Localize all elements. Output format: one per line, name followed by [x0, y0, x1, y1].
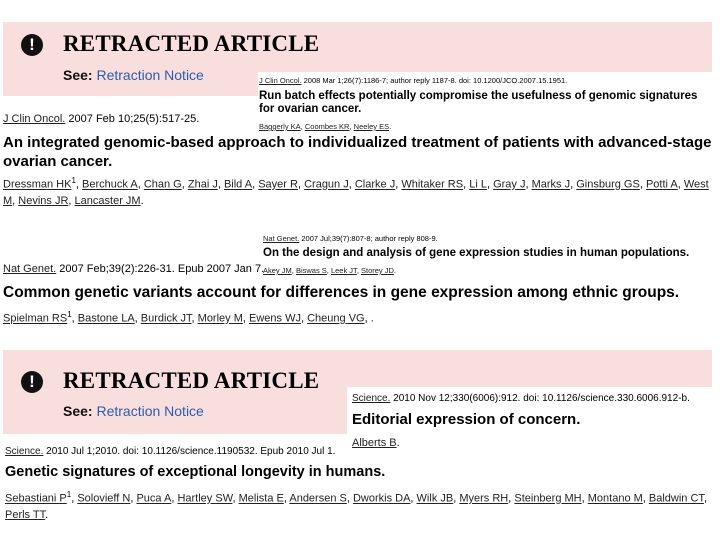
author-link[interactable]: Whitaker RS: [401, 178, 464, 191]
author-link[interactable]: Baldwin CT: [648, 492, 704, 505]
author-link[interactable]: Zhai J: [187, 178, 218, 191]
article1-journal-link[interactable]: J Clin Oncol.: [3, 113, 66, 125]
retracted-banner-1-ext: [258, 22, 712, 72]
author-link[interactable]: Dressman HK: [3, 178, 72, 191]
comment1-citation: [259, 76, 567, 85]
retracted-banner-2-ext: [347, 350, 712, 387]
comment2-authors: Akey JM, Biswas S, Leek JT, Storey JD.: [263, 266, 397, 275]
see-label: See:: [63, 403, 93, 419]
article3-citation-text: 2010 Jul 1;2010. doi: 10.1126/science.1190532. Epub 2010 Jul 1.: [46, 446, 336, 457]
article2-title[interactable]: Common genetic variants account for differences in gene expression among ethnic groups.: [3, 284, 680, 301]
author-link[interactable]: Cragun J: [304, 178, 349, 191]
retracted-article-heading: RETRACTED ARTICLE: [63, 368, 320, 393]
article1-citation-text: 2007 Feb 10;25(5):517-25.: [68, 113, 200, 125]
author-link[interactable]: Bild A: [223, 178, 253, 191]
author-link[interactable]: Morley M: [197, 312, 243, 325]
affiliation-sup: 1: [71, 176, 76, 185]
author-link[interactable]: Puca A: [136, 492, 172, 505]
comment3-authors: Alberts B.: [352, 437, 400, 449]
author-link[interactable]: Ewens WJ: [249, 312, 301, 325]
comment2-citation: [263, 234, 438, 243]
retraction-notice-link[interactable]: Retraction Notice: [96, 403, 204, 419]
author-link[interactable]: Neeley ES: [353, 122, 390, 131]
comment3-title[interactable]: Editorial expression of concern.: [352, 411, 581, 428]
author-link[interactable]: West M: [3, 178, 709, 207]
retracted-article-heading: RETRACTED ARTICLE: [63, 31, 320, 56]
article2-citation-text: 2007 Feb;39(2):226-31. Epub 2007 Jan 7.: [59, 263, 265, 275]
author-link[interactable]: Storey JD: [360, 266, 394, 275]
author-link[interactable]: Berchuck A: [82, 178, 138, 191]
author-link[interactable]: Hartley SW: [177, 492, 233, 505]
exclamation-icon: !: [21, 371, 43, 393]
author-link[interactable]: Sayer R: [258, 178, 298, 191]
article3-citation: [5, 446, 335, 457]
author-link[interactable]: Baggerly KA: [259, 122, 301, 131]
affiliation-sup: 1: [67, 310, 72, 319]
retraction-see-line: [63, 67, 204, 83]
article2-authors: Spielman $RS^1$, Bastone LA, Burdick JT, Morley M, Ewens WJ, Cheung VG, .: [3, 310, 374, 325]
author-link[interactable]: Solovieff N: [77, 492, 131, 505]
author-link[interactable]: Akey JM: [263, 266, 292, 275]
author-link[interactable]: Clarke J: [354, 178, 396, 191]
comment1-title[interactable]: Run batch effects potentially compromise the usefulness of genomic signatures for ovarian cancer.: [259, 90, 698, 115]
see-label: See:: [63, 67, 93, 83]
article3-authors: Sebastiani $P^1$, Solovieff N, Puca A, Hartley SW, Melista E, Andersen S, Dworkis DA, Wilk JB, Myers RH, Steinberg MH, Montano M, Baldwin CT, Perls TT.: [5, 490, 707, 521]
author-link[interactable]: Myers RH: [459, 492, 509, 505]
comment2-citation-text: 2007 Jul;39(7):807-8; author reply 808-9.: [301, 234, 438, 243]
author-link[interactable]: Chan G: [143, 178, 182, 191]
comment2-journal-link[interactable]: Nat Genet.: [263, 234, 300, 243]
author-link[interactable]: Ginsburg GS: [576, 178, 640, 191]
author-link[interactable]: Burdick JT: [140, 312, 192, 325]
author-link[interactable]: Steinberg MH: [514, 492, 582, 505]
author-link[interactable]: Dworkis DA: [352, 492, 411, 505]
article2-journal-link[interactable]: Nat Genet.: [3, 263, 57, 275]
author-link[interactable]: Bastone LA: [77, 312, 135, 325]
author-link[interactable]: Potti A: [645, 178, 678, 191]
author-link[interactable]: Spielman RS: [3, 312, 68, 325]
author-link[interactable]: Leek JT: [330, 266, 357, 275]
author-link[interactable]: Montano M: [587, 492, 643, 505]
author-link[interactable]: Melista E: [238, 492, 284, 505]
author-link[interactable]: Coombes KR: [304, 122, 350, 131]
author-link[interactable]: Lancaster JM: [74, 194, 141, 207]
author-link[interactable]: Wilk JB: [416, 492, 454, 505]
affiliation-sup: 1: [66, 490, 72, 499]
author-link[interactable]: Biswas S: [295, 266, 327, 275]
comment2-title[interactable]: On the design and analysis of gene expression studies in human populations.: [263, 247, 690, 259]
comment1-authors: Baggerly KA, Coombes KR, Neeley ES.: [259, 122, 392, 131]
article1-title[interactable]: An integrated genomic-based approach to individualized treatment of patients with advanced-stage ovarian cancer.: [3, 134, 712, 170]
article1-citation: [3, 113, 199, 125]
author-link[interactable]: Alberts B: [352, 437, 397, 449]
retraction-notice-link[interactable]: Retraction Notice: [96, 67, 204, 83]
author-link[interactable]: Sebastiani P: [5, 492, 67, 505]
comment3-journal-link[interactable]: Science.: [352, 393, 391, 404]
exclamation-icon: !: [21, 34, 43, 56]
comment3-citation-text: 2010 Nov 12;330(6006):912. doi: 10.1126/science.330.6006.912-b.: [393, 393, 690, 404]
retraction-see-line: [63, 403, 204, 419]
author-link[interactable]: Li L: [469, 178, 487, 191]
article2-citation: [3, 263, 264, 275]
comment1-journal-link[interactable]: J Clin Oncol.: [259, 76, 302, 85]
comment3-citation: [352, 393, 690, 404]
author-link[interactable]: Gray J: [493, 178, 526, 191]
article1-authors: Dressman $HK^1$, Berchuck A, Chan G, Zhai J, Bild A, Sayer R, Cragun J, Clarke J, Whitaker RS, Li L, Gray J, Marks J, Ginsburg GS, Potti A, West M, Nevins JR, Lancaster JM.: [3, 176, 709, 207]
author-link[interactable]: Cheung VG: [307, 312, 365, 325]
author-link[interactable]: Andersen S: [289, 492, 347, 505]
article3-title[interactable]: Genetic signatures of exceptional longevity in humans.: [5, 464, 386, 480]
author-link[interactable]: Marks J: [531, 178, 571, 191]
article3-journal-link[interactable]: Science.: [5, 446, 44, 457]
author-link[interactable]: Perls TT: [5, 508, 46, 521]
author-link[interactable]: Nevins JR: [18, 194, 69, 207]
comment1-citation-text: 2008 Mar 1;26(7):1186-7; author reply 1187-8. doi: 10.1200/JCO.2007.15.1951.: [303, 76, 568, 85]
